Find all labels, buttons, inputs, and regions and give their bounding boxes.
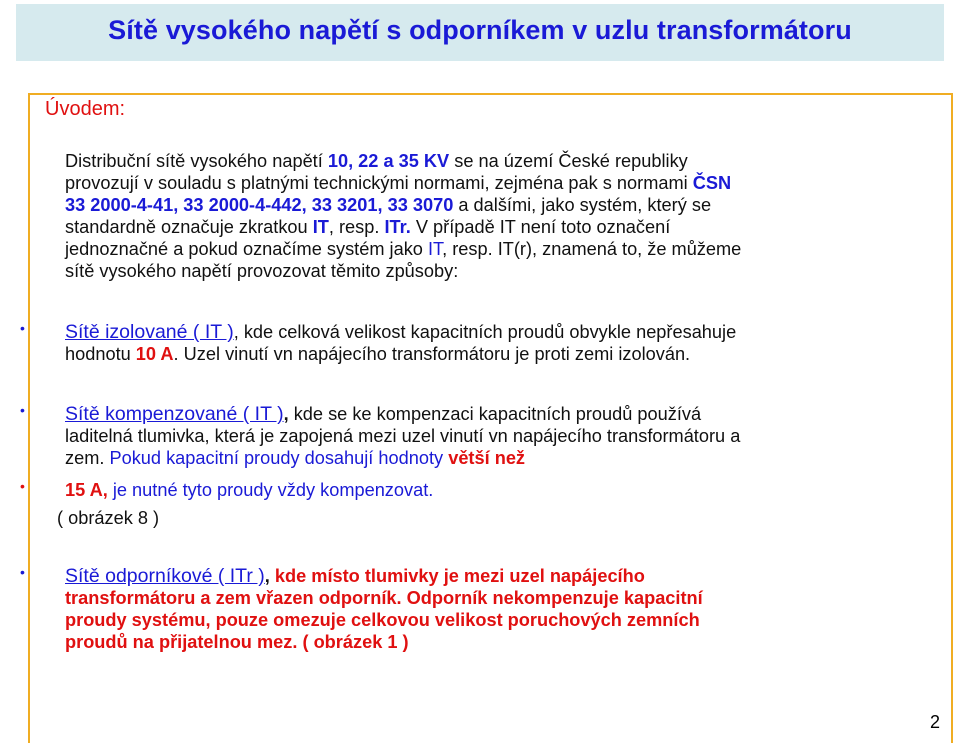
intro-line-6: sítě vysokého napětí provozovat těmito způsoby: bbox=[65, 261, 459, 281]
intro-line-5: jednoznačné a pokud označíme systém jako IT, resp. IT(r), znamená to, že můžeme bbox=[65, 239, 742, 259]
compensated-line-4: 15 A, je nutné tyto proudy vždy kompenzovat. bbox=[65, 480, 434, 500]
intro-line-3: 33 2000-4-41, 33 2000-4-442, 33 3201, 33 3070 a dalšími, jako systém, který se bbox=[65, 195, 712, 215]
compensated-line-3: zem. Pokud kapacitní proudy dosahují hodnoty větší než bbox=[65, 448, 526, 468]
intro-paragraph bbox=[65, 150, 741, 282]
bullet-marker: • bbox=[20, 564, 25, 580]
intro-line-2: provozují v souladu s platnými technickými normami, zejména pak s normami ČSN bbox=[65, 173, 732, 193]
compensated-line-2: laditelná tlumivka, která je zapojená mezi uzel vinutí vn napájecího transformátoru a bbox=[65, 426, 741, 446]
page-number: 2 bbox=[930, 712, 941, 732]
isolated-line-2: hodnotu 10 A. Uzel vinutí vn napájecího transformátoru je proti zemi izolován. bbox=[65, 344, 691, 364]
intro-label: Úvodem: bbox=[45, 98, 126, 120]
bullet-isolated bbox=[65, 321, 736, 365]
page-title: Sítě vysokého napětí s odporníkem v uzlu transformátoru bbox=[108, 15, 852, 45]
bullet-resistor bbox=[65, 565, 703, 653]
bullet-compensated bbox=[65, 403, 740, 469]
bullet-marker: • bbox=[20, 320, 25, 336]
intro-line-4: standardně označuje zkratkou IT, resp. ITr. V případě IT není toto označení bbox=[65, 217, 671, 237]
resistor-line-2: transformátoru a zem vřazen odporník. Odporník nekompenzuje kapacitní bbox=[65, 588, 703, 608]
title-bar bbox=[16, 4, 944, 61]
intro-line-1: Distribuční sítě vysokého napětí 10, 22 a 35 KV se na území České republiky bbox=[65, 151, 688, 171]
bullet-marker: • bbox=[20, 478, 25, 494]
compensated-continuation bbox=[65, 479, 433, 501]
bullet-marker: • bbox=[20, 402, 25, 418]
isolated-line-1: Sítě izolované ( IT ), kde celková velikost kapacitních proudů obvykle nepřesahuje bbox=[65, 321, 737, 343]
resistor-line-1: Sítě odporníkové ( ITr ), kde místo tlumivky je mezi uzel napájecího bbox=[65, 565, 645, 587]
figure-ref-8: ( obrázek 8 ) bbox=[57, 508, 160, 528]
compensated-line-1: Sítě kompenzované ( IT ), kde se ke kompenzaci kapacitních proudů používá bbox=[65, 403, 702, 425]
resistor-line-4: proudů na přijatelnou mez. ( obrázek 1 ) bbox=[65, 632, 409, 652]
resistor-line-3: proudy systému, pouze omezuje celkovou velikost poruchových zemních bbox=[65, 610, 700, 630]
